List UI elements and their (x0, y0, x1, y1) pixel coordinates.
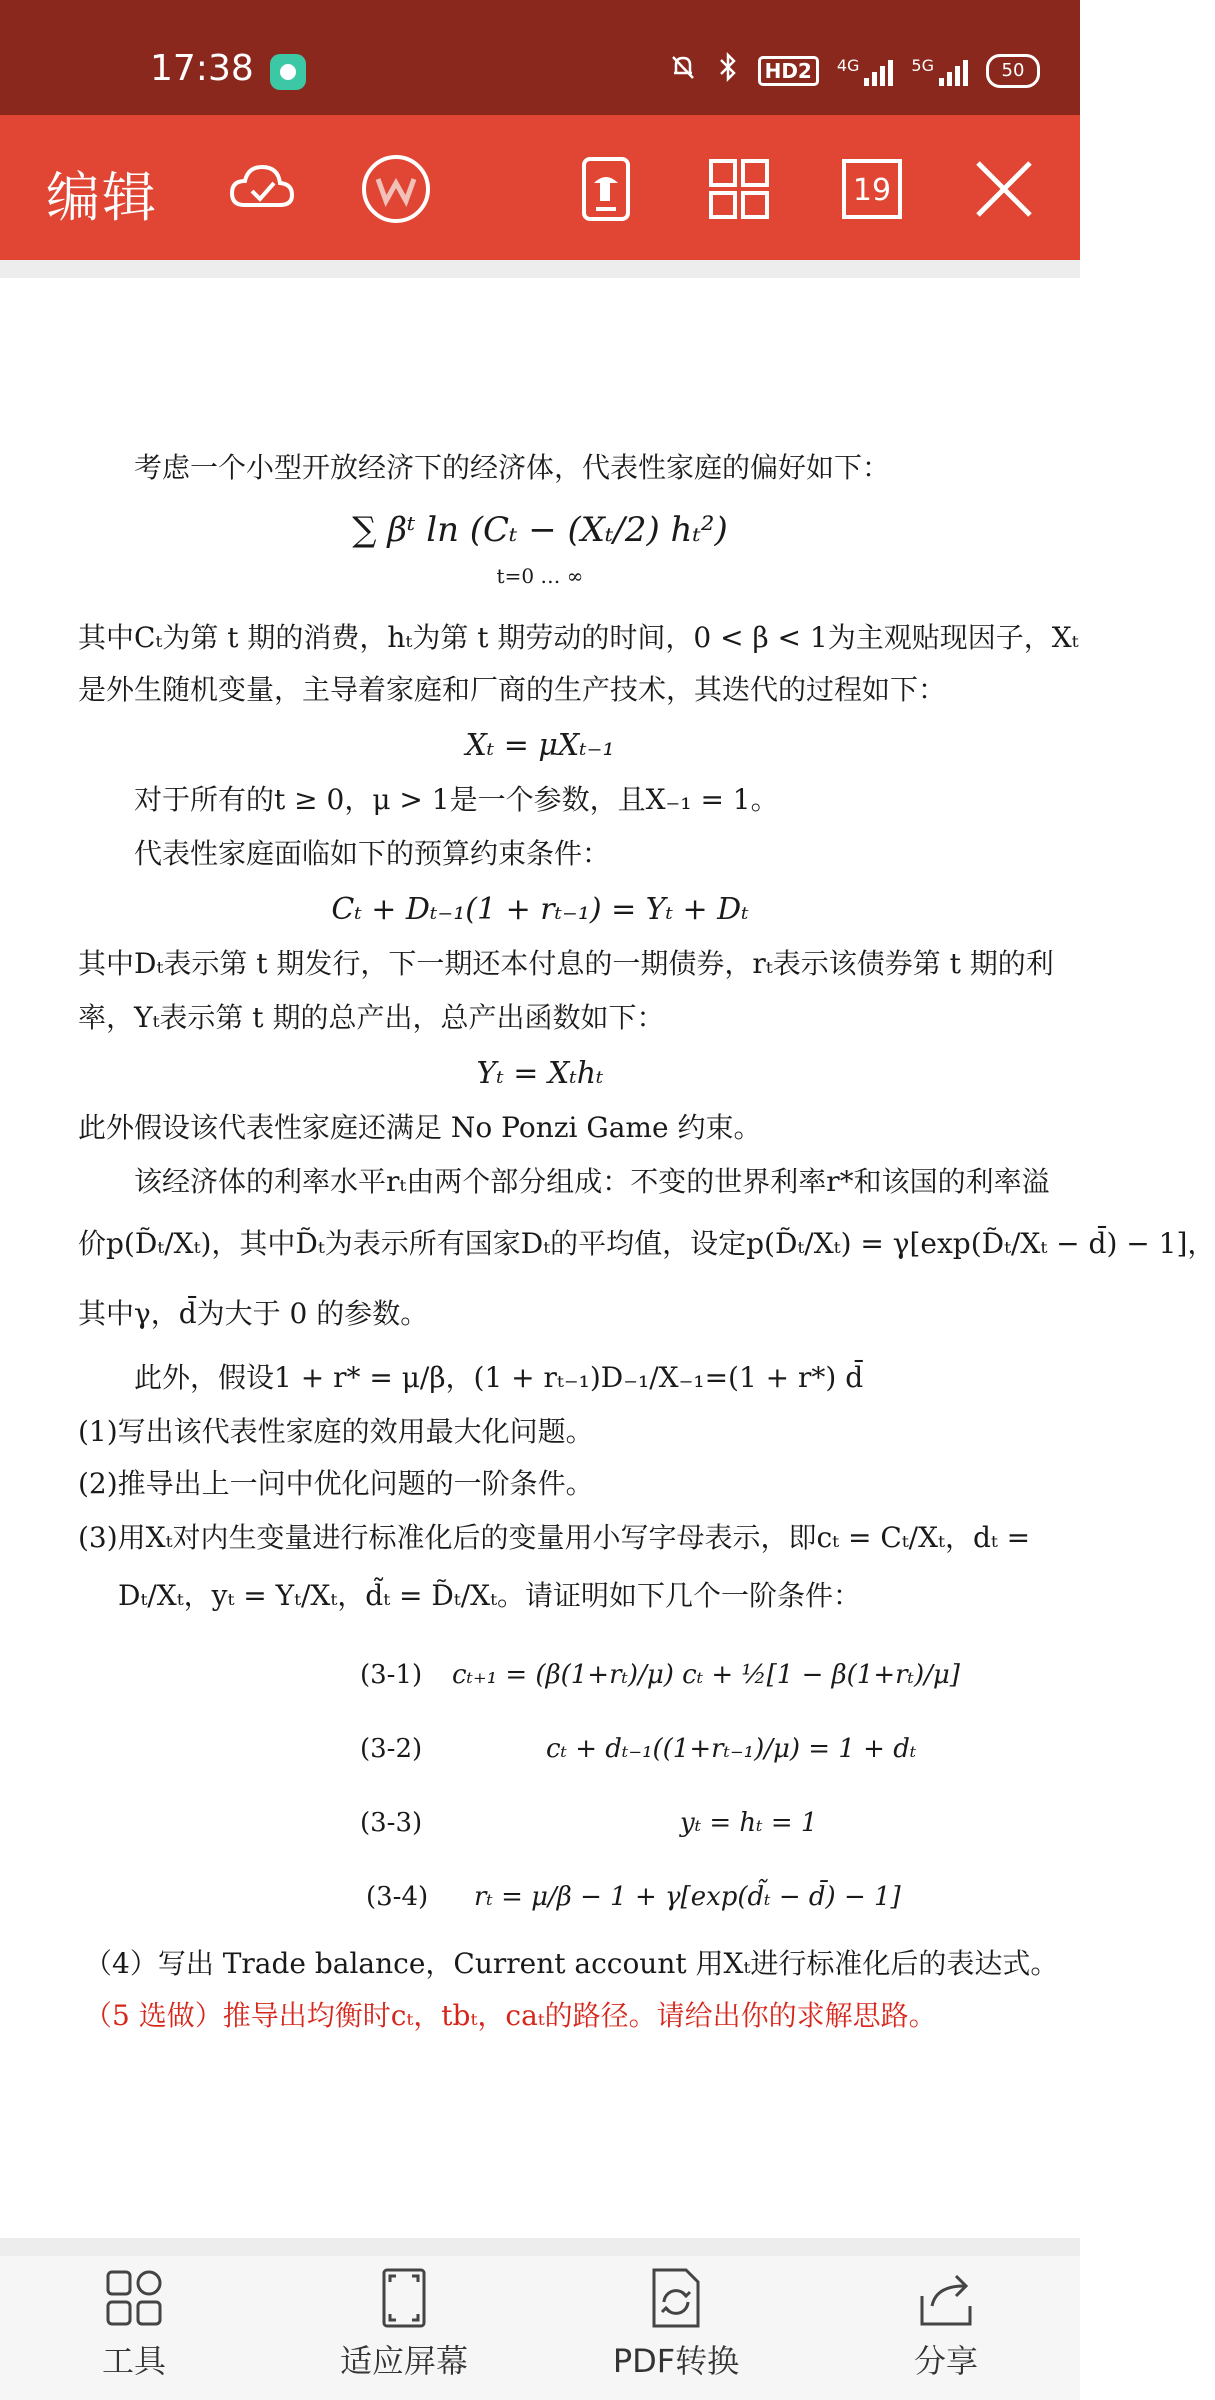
signal-4g-icon: 4G (837, 56, 894, 86)
paragraph-interest-3: 其中γ，d̄为大于 0 的参数。 (78, 1297, 429, 1330)
tools-icon (102, 2266, 166, 2330)
bluetooth-icon (716, 52, 740, 89)
tools-button[interactable] (24, 2266, 244, 2382)
equation-3-1: cₜ₊₁ = (β(1+rₜ)/μ) cₜ + ½[1 − β(1+rₜ)/μ] (452, 1660, 960, 1690)
share-label: 分享 (913, 2342, 978, 2380)
equation-3-3-label: (3-3) (360, 1808, 423, 1838)
paragraph-budget-intro: 代表性家庭面临如下的预算约束条件： (134, 837, 611, 870)
question-1: (1)写出该代表性家庭的效用最大化问题。 (78, 1415, 594, 1448)
share-icon (914, 2266, 978, 2330)
fit-screen-icon (372, 2266, 436, 2330)
close-icon[interactable] (968, 153, 1040, 225)
equation-3-2: cₜ + dₜ₋₁((1+rₜ₋₁)/μ) = 1 + dₜ (546, 1734, 917, 1764)
paragraph-parameters: 对于所有的t ≥ 0，μ > 1是一个参数，且X₋₁ = 1。 (134, 783, 779, 816)
grid-view-icon[interactable] (703, 153, 775, 225)
bottom-divider (0, 2238, 1080, 2256)
toolbar-divider (0, 260, 1080, 278)
page-count-value: 19 (852, 173, 892, 208)
equation-3-2-label: (3-2) (360, 1734, 423, 1764)
equation-3-4-label: (3-4) (366, 1882, 429, 1912)
notification-app-icon (270, 54, 306, 90)
paragraph-bond-2: 率，Yₜ表示第 t 期的总产出，总产出函数如下： (78, 1001, 665, 1034)
cloud-sync-icon[interactable] (226, 153, 298, 225)
wps-logo-icon[interactable] (360, 153, 432, 225)
read-mode-icon[interactable] (570, 153, 642, 225)
share-button[interactable] (836, 2266, 1056, 2382)
pdf-convert-icon (644, 2266, 708, 2330)
document-page[interactable] (0, 278, 1215, 2238)
paragraph-interest-1: 该经济体的利率水平rₜ由两个部分组成：不变的世界利率r*和该国的利率溢 (134, 1165, 1050, 1198)
bottom-toolbar (0, 2256, 1080, 2400)
tools-label: 工具 (101, 2342, 166, 2380)
question-3-line-1: (3)用Xₜ对内生变量进行标准化后的变量用小写字母表示，即cₜ = Cₜ/Xₜ，dₜ = (78, 1521, 1031, 1554)
clock: 17:38 (150, 48, 254, 89)
equation-utility: ∑ βᵗ ln (Cₜ − (Xₜ/2) hₜ²) (352, 510, 728, 550)
paragraph-definitions-1: 其中Cₜ为第 t 期的消费，hₜ为第 t 期劳动的时间，0 < β < 1为主观贴现因子，Xₜ (78, 621, 1079, 654)
status-bar (0, 0, 1080, 115)
equation-utility-limits: t=0 … ∞ (496, 564, 584, 588)
fit-screen-button[interactable] (294, 2266, 514, 2382)
hd-voice-icon: HD2 (758, 56, 819, 86)
pdf-convert-button[interactable] (566, 2266, 786, 2382)
equation-x-process: Xₜ = μXₜ₋₁ (465, 728, 615, 763)
page-count-icon[interactable] (836, 153, 908, 225)
top-toolbar (0, 115, 1080, 260)
question-4: （4）写出 Trade balance，Current account 用Xₜ进行标准化后的表达式。 (84, 1947, 1059, 1980)
equation-budget: Cₜ + Dₜ₋₁(1 + rₜ₋₁) = Yₜ + Dₜ (331, 892, 749, 927)
paragraph-interest-2: 价p(D̃ₜ/Xₜ)，其中D̃ₜ为表示所有国家Dₜ的平均值，设定p(D̃ₜ/Xₜ) = γ[exp(D̃ₜ/Xₜ − d̄) − 1]， (78, 1227, 1215, 1260)
equation-3-1-label: (3-1) (360, 1660, 423, 1690)
equation-3-3: yₜ = hₜ = 1 (680, 1808, 818, 1838)
paragraph-no-ponzi: 此外假设该代表性家庭还满足 No Ponzi Game 约束。 (78, 1111, 762, 1144)
question-2: (2)推导出上一问中优化问题的一阶条件。 (78, 1467, 594, 1500)
battery-icon: 50 (986, 54, 1040, 88)
fit-screen-label: 适应屏幕 (339, 2342, 468, 2380)
signal-5g-icon: 5G (911, 56, 968, 86)
paragraph-bond-1: 其中Dₜ表示第 t 期发行，下一期还本付息的一期债券，rₜ表示该债券第 t 期的利 (78, 947, 1054, 980)
pdf-convert-label: PDF转换 (612, 2342, 740, 2380)
question-5-optional: （5 选做）推导出均衡时cₜ，tbₜ，caₜ的路径。请给出你的求解思路。 (84, 1999, 937, 2032)
equation-output: Yₜ = Xₜhₜ (476, 1056, 604, 1091)
paragraph-definitions-2: 是外生随机变量，主导着家庭和厂商的生产技术，其迭代的过程如下： (78, 673, 947, 706)
paragraph-assumption: 此外，假设1 + r* = μ/β，(1 + rₜ₋₁)D₋₁/X₋₁=(1 + r*) d̄ (134, 1361, 864, 1394)
question-3-line-2: Dₜ/Xₜ，yₜ = Yₜ/Xₜ，d̃ₜ = D̃ₜ/Xₜ。请证明如下几个一阶条件： (118, 1579, 861, 1612)
status-icons (668, 52, 1040, 89)
equation-3-4: rₜ = μ/β − 1 + γ[exp(d̃ₜ − d̄) − 1] (474, 1882, 901, 1912)
paragraph-intro: 考虑一个小型开放经济下的经济体，代表性家庭的偏好如下： (134, 451, 891, 484)
edit-button[interactable]: 编辑 (46, 166, 158, 229)
mute-bell-icon (668, 52, 698, 89)
